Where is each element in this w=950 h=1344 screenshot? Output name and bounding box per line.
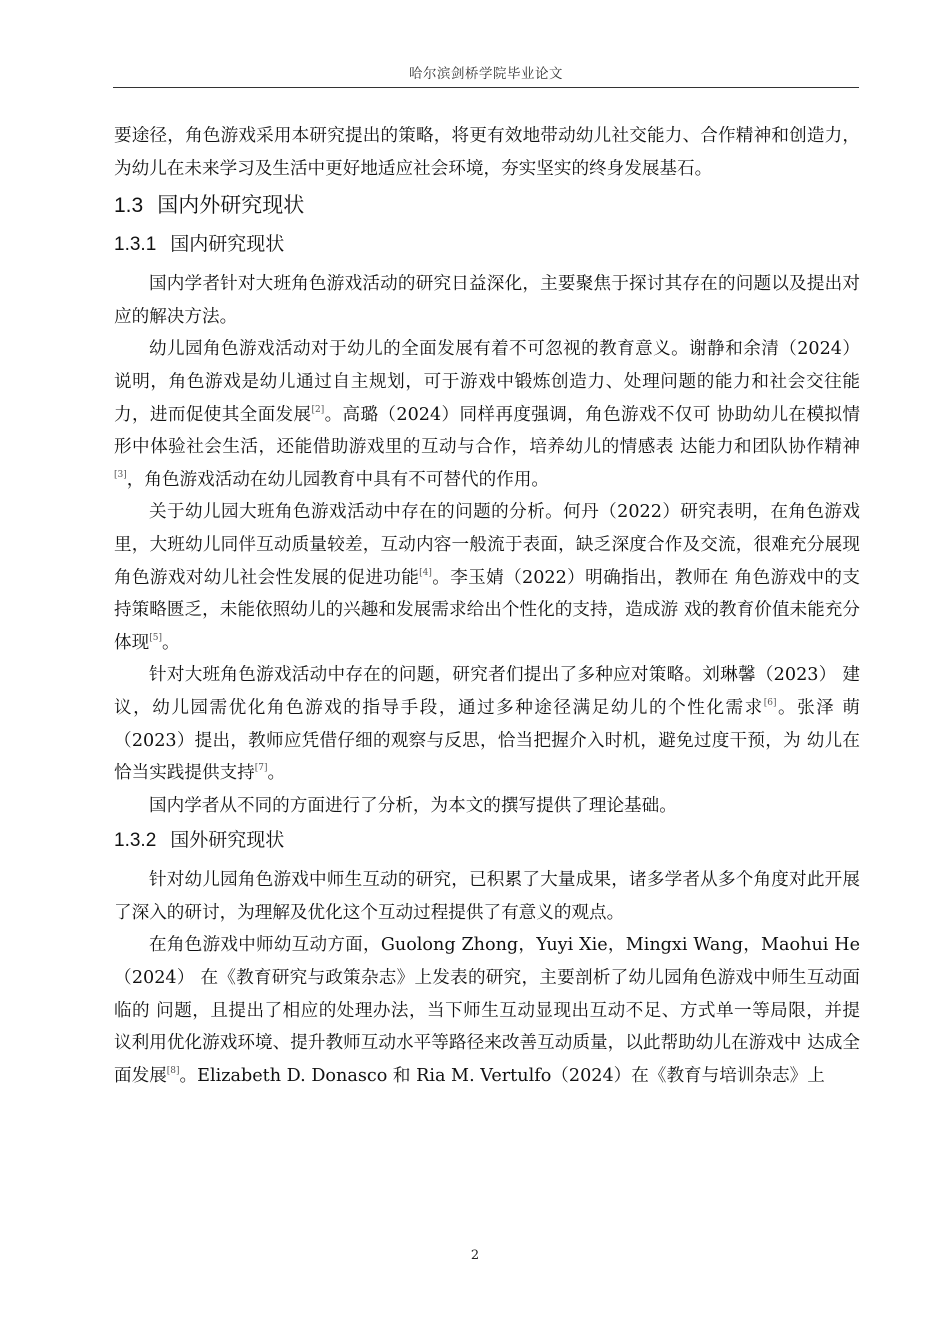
foreign-paragraph-2: [114, 929, 860, 1092]
text-run: 。高璐（2024）同样再度强调，角色游戏不仅可 协助幼儿在模拟情形中体验社会生活，还能借助游戏里的互动与合作，培养幼儿的情感表 达能力和团队协作精神: [114, 404, 860, 458]
page-number: 2: [470, 1248, 480, 1263]
citation-7: [7]: [254, 763, 268, 774]
section-title: 国内外研究现状: [157, 194, 305, 218]
text-run: 。李玉婧（2022）明确指出，教师在 角色游戏中的支持策略匮乏，未能依照幼儿的兴趣和发展需求给出个性化的支持，造成游 戏的教育价值未能充分体现: [114, 567, 860, 653]
header-divider: [113, 87, 859, 88]
text-run: 关于幼儿园大班角色游戏活动中存在的问题的分析。何丹（2022）研究表明，在角色游戏里，大班幼儿同伴互动质量较差，互动内容一般流于表面，缺乏深度合作及交流，很难充分展现角色游戏对幼儿社会性发展的促进功能: [114, 502, 860, 588]
intro-paragraph: 要途径，角色游戏采用本研究提出的策略，将更有效地带动幼儿社交能力、合作精神和创造力，为幼儿在未来学习及生活中更好地适应社会环境，夯实坚实的终身发展基石。: [114, 126, 860, 179]
domestic-paragraph-1: 国内学者针对大班角色游戏活动的研究日益深化，主要聚焦于探讨其存在的问题以及提出对应的解决方法。: [114, 274, 860, 327]
section-number: 1.3: [114, 194, 144, 218]
subsection-heading-1-3-2: [114, 826, 860, 856]
text-run: ，角色游戏活动在幼儿园教育中具有不可替代的作用。: [126, 469, 550, 490]
text-run: 。: [267, 763, 286, 784]
domestic-paragraph-5: 国内学者从不同的方面进行了分析，为本文的撰写提供了理论基础。: [149, 795, 677, 816]
subsection-number: 1.3.2: [114, 830, 157, 852]
document-body: [114, 120, 860, 1092]
subsection-heading-1-3-1: [114, 230, 860, 260]
running-header: 哈尔滨剑桥学院毕业论文: [409, 66, 563, 82]
section-heading-1-3: [114, 191, 860, 221]
text-run: 针对大班角色游戏活动中存在的问题，研究者们提出了多种应对策略。刘琳馨（2023） 建议，幼儿园需优化角色游戏的指导手段，通过多种途径满足幼儿的个性化需求: [114, 665, 860, 718]
citation-5: [5]: [149, 632, 162, 643]
subsection-title: 国内研究现状: [170, 234, 285, 256]
text-run: 。: [161, 632, 180, 653]
subsection-number: 1.3.1: [114, 234, 157, 256]
citation-6: [6]: [763, 697, 777, 708]
citation-4: [4]: [419, 567, 432, 578]
text-run: 。Elizabeth D. Donasco 和 Ria M. Vertulfo（2024）在《教育与培训杂志》上: [179, 1065, 825, 1086]
citation-2: [2]: [311, 404, 325, 415]
domestic-paragraph-4: [114, 659, 860, 789]
foreign-paragraph-1: 针对幼儿园角色游戏中师生互动的研究，已积累了大量成果，诸多学者从多个角度对此开展了深入的研讨，为理解及优化这个互动过程提供了有意义的观点。: [114, 870, 860, 923]
domestic-paragraph-2: [114, 333, 860, 496]
domestic-paragraph-3: [114, 496, 860, 659]
text-run: 幼儿园角色游戏活动对于幼儿的全面发展有着不可忽视的教育意义。谢静和余清（2024）说明，角色游戏是幼儿通过自主规划，可于游戏中锻炼创造力、处理问题的能力和社会交往能力，进而促使其全面发展: [114, 339, 860, 425]
subsection-title: 国外研究现状: [170, 830, 285, 852]
text-run: 在角色游戏中师幼互动方面，Guolong Zhong，Yuyi Xie，Mingxi Wang，Maohui He（2024） 在《教育研究与政策杂志》上发表的研究，主要剖析了幼儿园角色游戏中师生互动面临的 问题，且提出了相应的处理办法，当下师生互动显现出互动不足、方式单一等局限，并提 议利用优化游戏环境、提升教师互动水平等路径来改善互动质量，以此帮助幼儿在游戏中 达成全面发展: [114, 935, 860, 1086]
citation-3: [3]: [114, 469, 127, 480]
citation-8: [8]: [166, 1065, 180, 1076]
text-run: 。张泽 萌（2023）提出，教师应凭借仔细的观察与反思，恰当把握介入时机，避免过度干预，为 幼儿在恰当实践提供支持: [114, 697, 860, 784]
